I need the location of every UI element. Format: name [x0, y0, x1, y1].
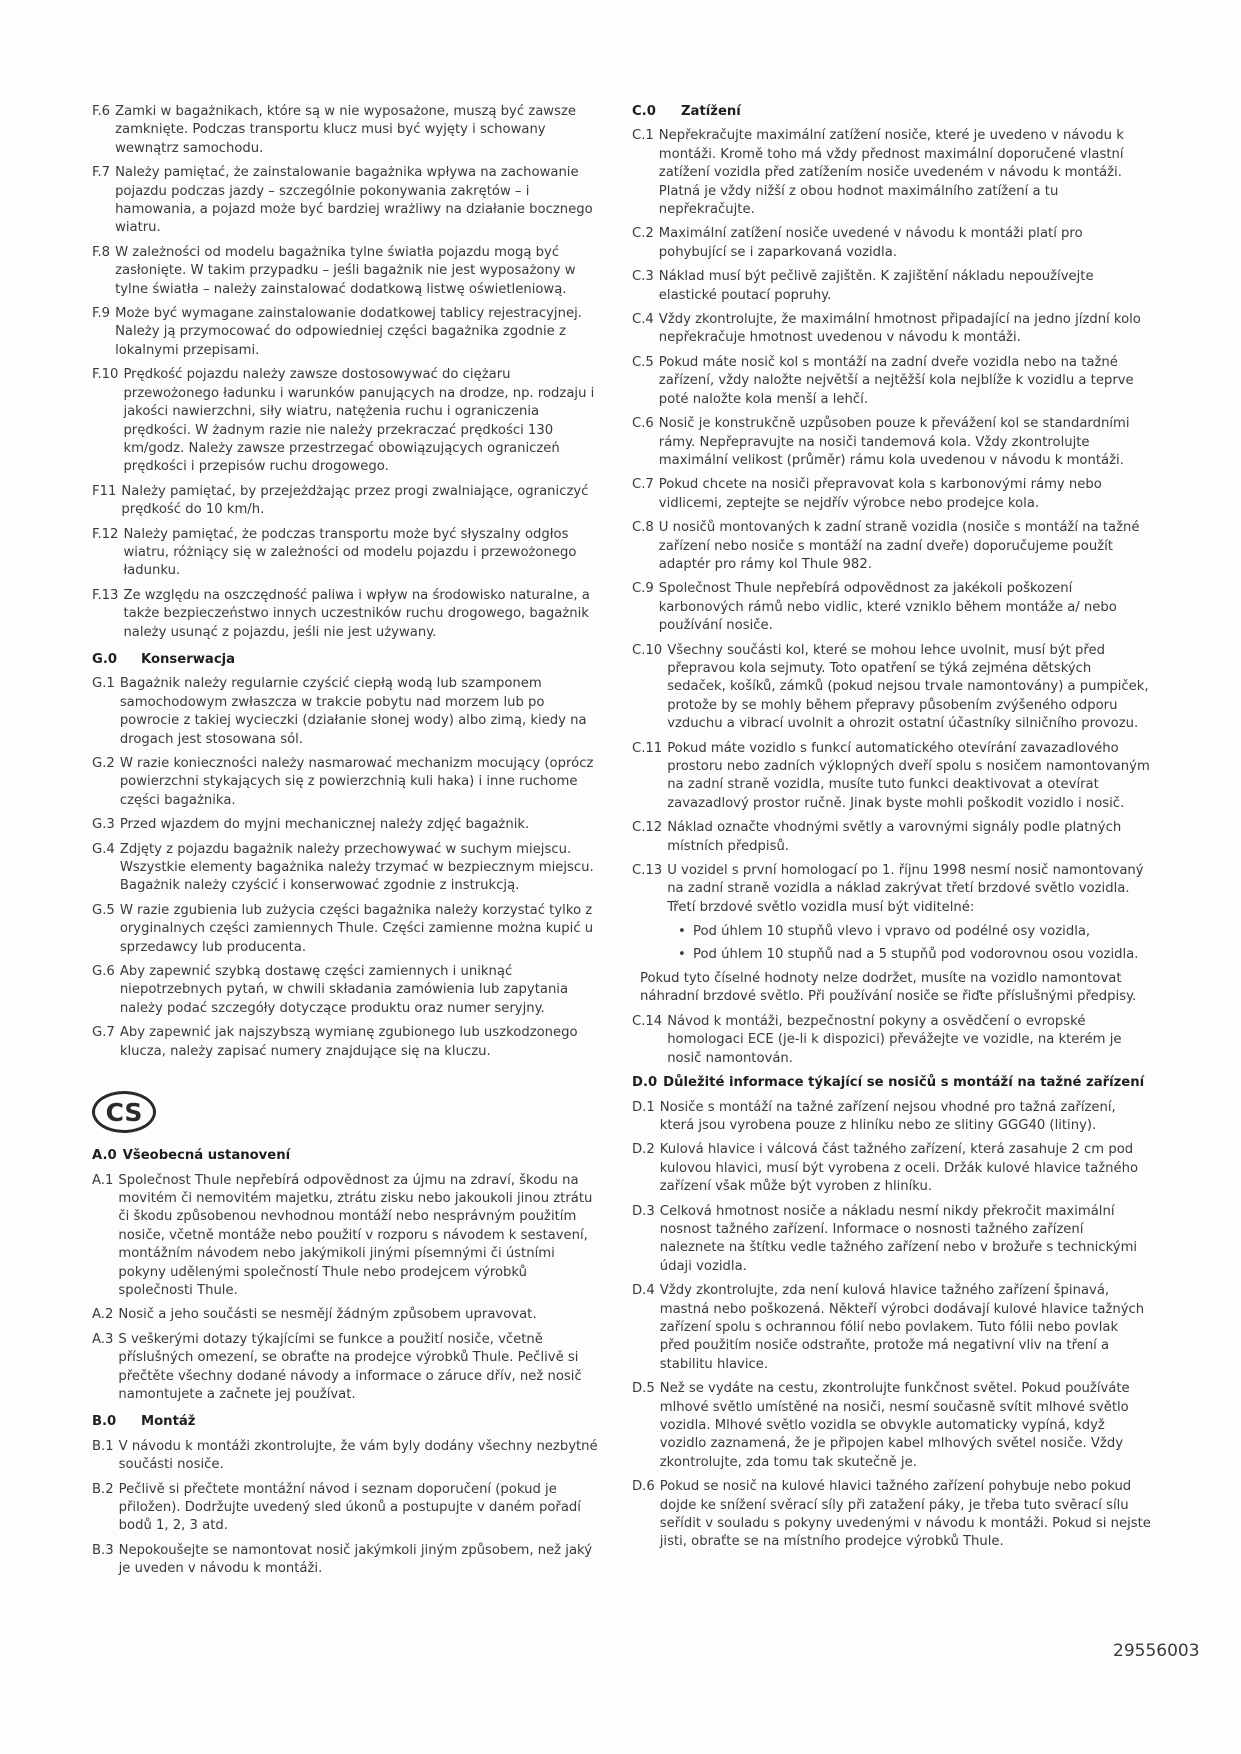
item-text: Náklad musí být pečlivě zajištěn. K zajištění nákladu nepoužívejte elastické poutací popruhy. — [658, 269, 1094, 303]
item-number: F.13 — [92, 587, 119, 603]
section-item — [92, 841, 602, 896]
item-number: C.7 — [632, 477, 654, 493]
item-number: A.3 — [92, 1331, 114, 1347]
item-number: C.8 — [632, 520, 654, 536]
section-item — [92, 816, 602, 834]
item-text: Společnost Thule nepřebírá odpovědnost za jakékoli poškození karbonových rámů nebo vidlic, které vzniklo během montáže a/ nebo používání nosiče. — [658, 581, 1117, 634]
item-number: C.14 — [632, 1013, 663, 1029]
item-number: F.9 — [92, 306, 111, 322]
item-text: Společnost Thule nepřebírá odpovědnost za újmu na zdraví, škodu na movitém či nemovitém majetku, ztrátu zisku nebo jakoukoli jinou ztrátu či škodu způsobenou nevhodnou montáží nebo nesprávným použitím nosiče, včetně montáže nebo použití v rozporu s návodem k sestavení, montážním návodem nebo jakýmikoli jinými písemnými či ústními pokyny udělenými společností Thule nebo prodejcem výrobků společnosti Thule. — [118, 1172, 593, 1298]
section-heading-g — [92, 651, 602, 669]
bullet-icon: • — [678, 924, 686, 940]
item-text: Kulová hlavice i válcová část tažného zařízení, která zasahuje 2 cm pod kulovou hlavici, musí být vyrobena z oceli. Držák kulové hlavice tažného zařízení však může být vyroben z hliníku. — [659, 1142, 1139, 1195]
item-text: Prędkość pojazdu należy zawsze dostosowywać do ciężaru przewożonego ładunku i warunków panujących na drodze, np. rodzaju i jakości nawierzchni, siły wiatru, natężenia ruchu i ograniczenia prędkości. W żadnym razie nie należy przekraczać prędkości 130 km/godz. Należy zawsze przestrzegać obowiązujących ograniczeń prędkości i przepisów ruchu drogowego. — [123, 367, 595, 475]
section-item — [632, 127, 1152, 219]
item-number: F.10 — [92, 367, 119, 383]
item-number: F.7 — [92, 165, 111, 181]
c13-note: Pokud tyto číselné hodnoty nelze dodržet, musíte na vozidlo namontovat náhradní brzdové světlo. Při používání nosiče se řiďte příslušnými předpisy. — [640, 971, 1137, 1005]
g-section — [92, 675, 602, 1061]
section-item — [632, 580, 1152, 635]
right-column — [632, 103, 1152, 1558]
item-number: C.9 — [632, 581, 654, 597]
section-item — [92, 244, 602, 299]
item-text: Należy pamiętać, że zainstalowanie bagażnika wpływa na zachowanie pojazdu podczas jazdy – szczególnie pokonywania zakrętów – i hamowania, a pojazd może być bardziej wrażliwy na działanie bocznego wiatru. — [115, 165, 593, 236]
heading-number: A.0 — [92, 1148, 117, 1164]
item-number: D.5 — [632, 1381, 655, 1397]
item-text: Należy pamiętać, że podczas transportu może być słyszalny odgłos wiatru, różniący się w zależności od modelu pojazdu i przewożonego ładunku. — [123, 526, 577, 579]
item-text: Celková hmotnost nosiče a nákladu nesmí nikdy překročit maximální nosnost tažného zařízení. Informace o nosnosti tažného zařízení naleznete na štítku vedle tažného zařízení nebo v brožuře s technickými údaji vozidla. — [659, 1203, 1138, 1274]
section-item — [632, 311, 1152, 348]
item-number: G.2 — [92, 756, 115, 771]
c13-bullet-list — [632, 923, 1152, 964]
section-item — [632, 1380, 1152, 1472]
section-item — [632, 519, 1152, 574]
bullet-icon: • — [678, 946, 686, 962]
item-number: G.5 — [92, 902, 115, 918]
section-heading-a — [92, 1147, 602, 1165]
heading-title: Zatížení — [681, 104, 741, 119]
section-item — [92, 1481, 602, 1536]
item-number: B.1 — [92, 1438, 114, 1454]
item-text: Všechny součásti kol, které se mohou lehce uvolnit, musí být před přepravou kola sejmuty. Toto opatření se týká zejména dětských sedaček, košíků, zámků (pokud nejsou trvale namontovány) a pumpiček, protože by se mohly během přepravy působením zvýšeného odporu vzduchu a vibrací uvolnit a ohrozit ostatní účastníky silničního provozu. — [667, 642, 1149, 732]
item-text: Maximální zatížení nosiče uvedené v návodu k montáži platí pro pohybující se i zaparkovaná vozidla. — [658, 226, 1083, 260]
item-text: W zależności od modelu bagażnika tylne światła pojazdu mogą być zasłonięte. W takim przypadku – jeśli bagażnik nie jest wyposażony w tylne światła – należy zainstalować dodatkową listwę oświetleniową. — [115, 244, 576, 297]
item-text: Nepokoušejte se namontovat nosič jakýmkoli jiným způsobem, než jaký je uveden v návodu k montáži. — [118, 1542, 593, 1577]
section-item — [92, 902, 602, 957]
section-heading-d — [632, 1074, 1152, 1092]
bullet-text: Pod úhlem 10 stupňů vlevo i vpravo od podélné osy vozidla, — [693, 924, 1091, 940]
item-number: C.3 — [632, 269, 654, 285]
c-section — [632, 127, 1152, 1068]
item-number: C.10 — [632, 642, 663, 658]
item-number: G.4 — [92, 841, 115, 857]
item-text: Náklad označte vhodnými světly a varovnými signály podle platných místních předpisů. — [667, 820, 1122, 854]
section-item — [92, 755, 602, 810]
item-text: Zamki w bagażnikach, które są w nie wyposażone, muszą być zawsze zamknięte. Podczas transportu klucz musi być wyjęty i schowany wewnątrz samochodu. — [115, 104, 576, 156]
section-item — [92, 675, 602, 749]
section-item — [92, 1438, 602, 1475]
section-item — [632, 268, 1152, 305]
item-number: D.6 — [632, 1479, 655, 1495]
item-text: Należy pamiętać, by przejeżdżając przez progi zwalniające, ograniczyć prędkość do 10 km/h. — [121, 483, 589, 518]
item-text: Vždy zkontrolujte, že maximální hmotnost připadající na jedno jízdní kolo nepřekračuje hmotnost uvedenou v návodu k montáži. — [658, 312, 1141, 346]
bullet-text: Pod úhlem 10 stupňů nad a 5 stupňů pod vodorovnou osou vozidla. — [693, 946, 1139, 962]
item-text: Pokud máte vozidlo s funkcí automatického otevírání zavazadlového prostoru nebo zadních výklopných dveří spolu s nosičem namontovaným na zadní straně vozidla, musíte tuto funkci deaktivovat a otevírat zavazadlový prostor ručně. Jinak byste mohli poškodit vozidlo i nosič. — [667, 740, 1150, 811]
section-item — [632, 1282, 1152, 1374]
heading-number: C.0 — [632, 104, 656, 119]
section-heading-c — [632, 103, 1152, 121]
heading-title: Konserwacja — [141, 651, 236, 667]
heading-number: B.0 — [92, 1414, 117, 1430]
item-text: V návodu k montáži zkontrolujte, že vám byly dodány všechny nezbytné součásti nosiče. — [118, 1438, 598, 1473]
item-number: B.2 — [92, 1481, 114, 1497]
item-number: C.4 — [632, 312, 654, 328]
section-item — [92, 366, 602, 476]
section-item — [632, 642, 1152, 734]
bullet-item — [678, 923, 1152, 941]
item-text: Než se vydáte na cestu, zkontrolujte funkčnost světel. Pokud používáte mlhové světlo umístěné na nosiči, nesmí současně svítit mlhové světlo vozidla. Mlhové světlo vozidla se obvykle automaticky vypíná, když vozidlo zaznamená, že je připojen kabel mlhových světel nosiče. Vždy zkontrolujte, zda tomu tak skutečně je. — [659, 1381, 1130, 1470]
item-text: Pokud máte nosič kol s montáží na zadní dveře vozidla nebo na tažné zařízení, vždy naložte největší a nejtěžší kola nejblíže k vozidlu a teprve poté naložte kola menší a lehčí. — [658, 354, 1134, 407]
language-badge-cs: CS — [92, 1091, 156, 1133]
item-text: Návod k montáži, bezpečnostní pokyny a osvědčení o evropské homologaci ECE (je-li k dispozici) převážejte ve vozidle, na kterém je nosič namontován. — [667, 1013, 1122, 1066]
item-number: G.6 — [92, 964, 115, 980]
item-number: G.3 — [92, 817, 115, 833]
b-section — [92, 1438, 602, 1579]
item-text: Zdjęty z pojazdu bagażnik należy przechowywać w suchym miejscu. Wszystkie elementy bagażnika należy trzymać w bezpiecznym miejscu. Bagażnik należy czyścić i konserwować zgodnie z instrukcją. — [119, 841, 594, 894]
item-text: Nosič a jeho součásti se nesmějí žádným způsobem upravovat. — [118, 1307, 537, 1323]
item-text: Aby zapewnić jak najszybszą wymianę zgubionego lub uszkodzonego klucza, należy zapisać numery znajdujące się na kluczu. — [119, 1025, 578, 1059]
item-number: C.5 — [632, 354, 654, 370]
item-text: W razie konieczności należy nasmarować mechanizm mocujący (oprócz powierzchni stykających się z powierzchnią kuli haka) i inne ruchome części bagażnika. — [119, 756, 594, 808]
item-number: B.3 — [92, 1542, 114, 1558]
item-text: Bagażnik należy regularnie czyścić ciepłą wodą lub szamponem samochodowym zwłaszcza w trakcie pobytu nad morzem lub po powrocie z takiej wycieczki (działanie słonej wody) albo zimą, kiedy na drogach jest stosowana sól. — [119, 676, 587, 747]
document-number: 29556003 — [1113, 1641, 1200, 1661]
section-item — [92, 526, 602, 581]
f-section — [92, 103, 602, 642]
item-number: C.11 — [632, 740, 663, 756]
item-text: Pokud chcete na nosiči přepravovat kola s karbonovými rámy nebo vidlicemi, zeptejte se nejdřív výrobce nebo prodejce kola. — [658, 477, 1102, 511]
section-item — [632, 354, 1152, 409]
item-text: Aby zapewnić szybką dostawę części zamiennych i uniknąć niepotrzebnych pytań, w chwili składania zamówienia lub zapytania należy podać szczegóły dotyczące produktu oraz numer seryjny. — [119, 964, 569, 1016]
item-text: S veškerými dotazy týkajícími se funkce a použití nosiče, včetně příslušných omezení, se obraťte na prodejce výrobků Thule. Pečlivě si přečtěte všechny dodané návody a informace o záruce dřív, než nosič namontujete a začnete jej používat. — [118, 1331, 582, 1402]
item-text: Pečlivě si přečtete montážní návod i seznam doporučení (pokud je přiložen). Dodržujte uvedený sled úkonů a postupujte v daném pořadí bodů 1, 2, 3 atd. — [118, 1481, 581, 1534]
item-number: D.3 — [632, 1203, 655, 1219]
item-text: Może być wymagane zainstalowanie dodatkowej tablicy rejestracyjnej. Należy ją przymocować do odpowiedniej części bagażnika zgodnie z lokalnymi przepisami. — [115, 306, 582, 358]
section-item — [632, 1203, 1152, 1277]
item-number: C.2 — [632, 226, 654, 242]
section-item — [92, 1542, 602, 1579]
section-item — [92, 1306, 602, 1324]
section-item — [632, 1478, 1152, 1552]
item-number: F.6 — [92, 104, 111, 119]
left-column — [92, 103, 602, 1585]
item-text: Przed wjazdem do myjni mechanicznej należy zdjęć bagażnik. — [119, 817, 530, 833]
item-number: C.13 — [632, 863, 663, 879]
section-item — [632, 1141, 1152, 1196]
section-item — [92, 164, 602, 238]
item-number: C.12 — [632, 820, 663, 836]
item-text: U vozidel s první homologací po 1. říjnu 1998 nesmí nosič namontovaný na zadní straně vozidla a náklad zakrývat třetí brzdové světlo vozidla. Třetí brzdové světlo vozidla musí být viditelné: — [667, 863, 1144, 915]
item-number: D.2 — [632, 1142, 655, 1158]
section-item — [92, 1172, 602, 1301]
section-item — [92, 483, 602, 520]
item-number: F.12 — [92, 526, 119, 542]
section-item — [632, 225, 1152, 262]
item-text: Nosiče s montáží na tažné zařízení nejsou vhodné pro tažná zařízení, která jsou vyrobena pouze z hliníku nebo ze slitiny GGG40 (litiny). — [659, 1099, 1116, 1133]
heading-number: D.0 — [632, 1075, 658, 1091]
d-section — [632, 1099, 1152, 1552]
section-item — [92, 103, 602, 158]
section-item — [92, 1331, 602, 1405]
item-text: Vždy zkontrolujte, zda není kulová hlavice tažného zařízení špinavá, mastná nebo poškozená. Někteří výrobci dodávají kulové hlavice tažných zařízení spolu s ochrannou fólií nebo povlakem. Tuto fólii nebo povlak před použitím nosiče odstraňte, protože má negativní vliv na tření a stabilitu hlavice. — [659, 1283, 1145, 1372]
item-text: Pokud se nosič na kulové hlavici tažného zařízení pohybuje nebo pokud dojde ke snížení svěrací síly při zatažení páky, je třeba tuto svěrací sílu seřídit v souladu s pokyny uvedenými v návodu k montáži. Pokud si nejste jisti, obraťte se na místního prodejce výrobků Thule. — [659, 1479, 1151, 1550]
section-item — [92, 587, 602, 642]
item-number: G.7 — [92, 1025, 115, 1041]
item-text: Ze względu na oszczędność paliwa i wpływ na środowisko naturalne, a także bezpieczeństwo innych uczestników ruchu drogowego, bagażnik należy usunąć z pojazdu, jeśli nie jest używany. — [123, 587, 590, 640]
item-number: F11 — [92, 483, 117, 499]
heading-title: Montáž — [141, 1414, 196, 1430]
item-text: Nosič je konstrukčně uzpůsoben pouze k převážení kol se standardními rámy. Nepřepravujte na nosiči tandemová kola. Vždy zkontrolujte maximální velikost (průměr) rámu kola uvedenou v návodu k montáži. — [658, 416, 1130, 468]
section-item — [632, 1099, 1152, 1136]
item-text: Nepřekračujte maximální zatížení nosiče, které je uvedeno v návodu k montáži. Kromě toho má vždy přednost maximální doporučené vlastní zatížení vozidla před zatížením nosiče uvedeném v návodu k montáži. Platná je vždy nižší z obou hodnot maximálního zatížení a tu nepřekračujte. — [658, 128, 1124, 218]
heading-title: Důležité informace týkající se nosičů s montáží na tažné zařízení — [663, 1075, 1145, 1091]
section-item — [92, 305, 602, 360]
item-number: G.1 — [92, 676, 115, 692]
item-text: W razie zgubienia lub zużycia części bagażnika należy korzystać tylko z oryginalnych części zamiennych Thule. Części zamienne można kupić u sprzedawcy lub producenta. — [119, 902, 594, 955]
item-number: C.6 — [632, 416, 654, 432]
heading-title: Všeobecná ustanovení — [122, 1148, 291, 1164]
item-number: A.1 — [92, 1172, 114, 1188]
heading-number: G.0 — [92, 651, 118, 667]
item-number: D.1 — [632, 1099, 655, 1115]
item-text: U nosičů montovaných k zadní straně vozidla (nosiče s montáží na tažné zařízení nebo nosiče s montáží na zadní dveře) doporučujeme použít adaptér pro rámy kol Thule 982. — [658, 520, 1140, 572]
section-item — [632, 740, 1152, 814]
item-number: A.2 — [92, 1307, 114, 1323]
section-item — [92, 1024, 602, 1061]
section-item — [632, 415, 1152, 470]
section-heading-b — [92, 1413, 602, 1431]
section-item — [632, 819, 1152, 856]
section-item — [632, 1013, 1152, 1068]
bullet-item — [678, 946, 1152, 964]
a-section — [92, 1172, 602, 1405]
item-number: C.1 — [632, 128, 654, 144]
item-number: D.4 — [632, 1283, 655, 1299]
item-number: F.8 — [92, 244, 111, 260]
section-item — [632, 476, 1152, 513]
section-item — [632, 862, 1152, 917]
section-item — [92, 963, 602, 1018]
